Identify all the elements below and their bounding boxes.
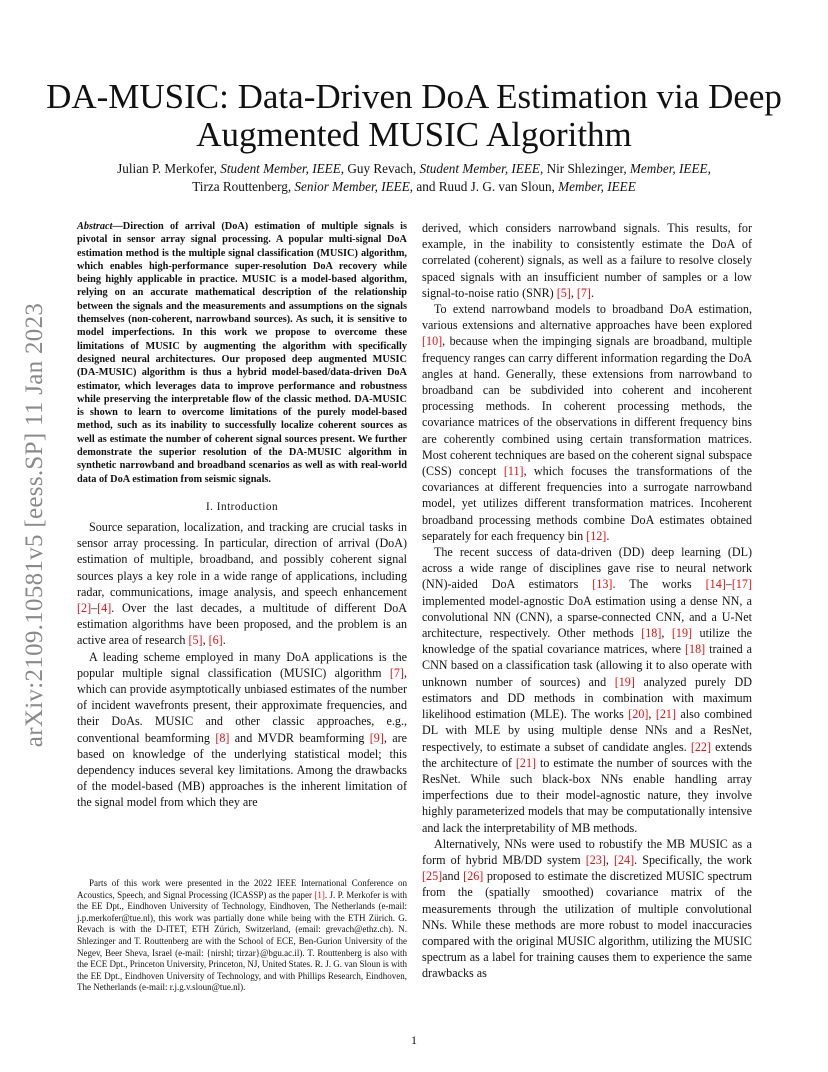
author-membership: Member, IEEE bbox=[629, 161, 708, 176]
author-membership: Member, IEEE bbox=[558, 179, 636, 194]
citation-link[interactable]: [4] bbox=[97, 600, 112, 615]
section-heading-introduction: I. Introduction bbox=[205, 500, 279, 513]
author-membership: Student Member, IEEE bbox=[419, 161, 540, 176]
citation-link[interactable]: [22] bbox=[690, 739, 711, 754]
author-name: Julian P. Merkofer, bbox=[117, 161, 221, 176]
abstract bbox=[77, 220, 407, 486]
intro-paragraph-5: Alternatively, NNs were used to robustify the MB MUSIC as a form of hybrid MB/DD system [23], [24]. Specifically, the work [25]and [26] proposed to estimate the discretized MUSIC spectrum from the (spatially smoothed) covariance matrix of the measurements through the utilization of multiple convolutional NNs. While these methods are more robust to model inaccuracies compared with the original MUSIC algorithm, utilizing the MUSIC spectrum as a label for training causes them to experience the same drawbacks as bbox=[422, 836, 752, 981]
citation-link[interactable]: [17] bbox=[731, 577, 752, 592]
citation-link[interactable]: [5] bbox=[188, 633, 203, 648]
citation-link[interactable]: [19] bbox=[614, 674, 635, 689]
citation-link[interactable]: [21] bbox=[655, 707, 676, 722]
author-name: , Nir Shlezinger, bbox=[539, 161, 630, 176]
intro-paragraph-continued: derived, which considers narrowband signals. This results, for example, in the inability to consistently estimate the DoA of correlated (coherent) signals, as well as a failure to resolve closely spaced signals with an insufficient number of samples or a low signal-to-noise ratio (SNR) [5], [7]. bbox=[422, 221, 752, 300]
citation-link[interactable]: [18] bbox=[641, 626, 662, 641]
abstract-label: Abstract bbox=[77, 221, 113, 232]
arxiv-identifier: arXiv:2109.10581v5 [eess.SP] 11 Jan 2023 bbox=[21, 302, 48, 748]
citation-link[interactable]: [2] bbox=[77, 600, 92, 615]
page-number: 1 bbox=[411, 1033, 417, 1047]
intro-paragraph-4: The recent success of data-driven (DD) deep learning (DL) across a wide range of disciplines gave rise to neural network (NN)-aided DoA estimators [13]. The works [14]–[17] implemented model-agnostic DoA estimation using a dense NN, a convolutional NN (CNN), a sparse-connected CNN, and a U-Net architecture, respectively. Other methods [18], [19] utilize the knowledge of the spatial covariance matrices, where [18] trained a CNN based on a classification task (allowing it to also operate with unknown number of sources) and [19] analyzed purely DD estimators and DD methods in combination with maximum likelihood estimation (MLE). The works [20], [21] also combined DL with MLE by using multiple dense NNs and a ResNet, respectively, to estimate a subset of candidate angles. [22] extends the architecture of [21] to estimate the number of sources with the ResNet. While such black-box NNs enable handling array imperfections due to their model-agnostic nature, they involve highly parameterized models that may be computationally intensive and lack the interpretability of MB methods. bbox=[422, 545, 753, 835]
citation-link[interactable]: [20] bbox=[628, 707, 649, 722]
left-column bbox=[77, 220, 407, 811]
citation-link[interactable]: [9] bbox=[369, 730, 384, 745]
citation-link[interactable]: [8] bbox=[215, 730, 230, 745]
intro-paragraph-2: A leading scheme employed in many DoA applications is the popular multiple signal classification (MUSIC) algorithm [7], which can provide asymptotically unbiased estimates of the number of incident wavefronts present, their approximate frequencies, and their DoAs. MUSIC and other classic approaches, e.g., conventional beamforming [8] and MVDR beamforming [9], are based on knowledge of the underlying statistical model; this dependency induces several key limitations. Among the drawbacks of the model-based (MB) approaches is the inherent limitation of the signal model from which they are bbox=[77, 649, 407, 810]
citation-link[interactable]: [21] bbox=[515, 755, 537, 770]
intro-paragraph-1: Source separation, localization, and tracking are crucial tasks in sensor array processing. In particular, direction of arrival (DoA) estimation of multiple, broadband, and possibly coherent signal sources plays a key role in a wide range of applications, including radar, communications, image analysis, and speech enhancement [2]–[4]. Over the last decades, a multitude of different DoA estimation algorithms have been proposed, and the problem is an active area of research [5], [6]. bbox=[77, 519, 407, 648]
citation-link[interactable]: [6] bbox=[208, 633, 223, 648]
author-membership: Senior Member, IEEE bbox=[294, 179, 410, 194]
author-name: , Guy Revach, bbox=[340, 161, 420, 176]
footnote: Parts of this work were presented in the 2022 IEEE International Conference on Acoustics, Speech, and Signal Processing (ICASSP) as the paper [1]. J. P. Merkofer is with the EE Dpt., Eindhoven University of Technology, Eindhoven, The Netherlands (e-mail: j.p.merkofer@tue.nl), this work was partially done while being with the ETH Zürich. G. Revach is with the D-ITET, ETH Zürich, Switzerland, (email: grevach@ethz.ch). N. Shlezinger and T. Routtenberg are with the School of ECE, Ben-Gurion University of the Negev, Beer Sheva, Israel (e-mail: {nirshl; tirzar}@bgu.ac.il). T. Routtenberg is also with the ECE Dpt., Princeton University, Princeton, NJ, United States. R. J. G. van Sloun is with the EE Dpt., Eindhoven University of Technology, and with Phillips Research, Eindhoven, The Netherlands (e-mail: r.j.g.v.sloun@tue.nl). bbox=[77, 878, 408, 993]
author-name: , and Ruud J. G. van Sloun, bbox=[409, 179, 559, 194]
citation-link[interactable]: [5] bbox=[556, 285, 571, 300]
citation-link[interactable]: [19] bbox=[671, 626, 693, 641]
citation-link[interactable]: [25] bbox=[422, 869, 443, 884]
author-separator: , bbox=[707, 161, 711, 176]
author-name: Tirza Routtenberg, bbox=[192, 179, 295, 194]
citation-link[interactable]: [7] bbox=[576, 285, 591, 300]
author-line-1 bbox=[40, 160, 788, 178]
citation-link[interactable]: [23] bbox=[585, 852, 606, 867]
citation-link[interactable]: [7] bbox=[389, 665, 404, 680]
citation-link[interactable]: [12] bbox=[586, 528, 607, 543]
citation-link[interactable]: [10] bbox=[422, 334, 443, 349]
citation-link[interactable]: [1] bbox=[314, 889, 325, 900]
arxiv-watermark bbox=[10, 285, 60, 765]
citation-link[interactable]: [24] bbox=[613, 852, 635, 867]
citation-link[interactable]: [13] bbox=[592, 577, 613, 592]
citation-link[interactable]: [14] bbox=[705, 577, 726, 592]
intro-paragraph-3: To extend narrowband models to broadband DoA estimation, various extensions and alternative approaches have been explored [10], because when the impinging signals are broadband, multiple frequency ranges can carry different information regarding the DoA angles at hand. Generally, these extensions from narrowband to broadband can be subdivided into coherent and incoherent processing methods. In coherent processing methods, the covariance matrices of the observations in different frequency bins are coherently combined using certain transformation matrices. Most coherent techniques are based on the coherent signal subspace (CSS) concept [11], which focuses the transformations of the covariances at different frequencies into a surrogate narrowband model, yet utilizes different transformation matrices. Incoherent broadband processing methods combine DoA estimates obtained separately for each frequency bin [12]. bbox=[422, 302, 752, 543]
citation-link[interactable]: [18] bbox=[685, 642, 706, 657]
author-list bbox=[40, 160, 788, 196]
right-column bbox=[422, 220, 752, 982]
author-membership: Student Member, IEEE bbox=[220, 161, 341, 176]
abstract-body: —Direction of arrival (DoA) estimation of multiple signals is pivotal in sensor array signal processing. A popular multi-signal DoA estimation method is the multiple signal classification (MUSIC) algorithm, which enables high-performance super-resolution DoA recovery while being highly applicable in practice. MUSIC is a model-based algorithm, relying on an accurate mathematical description of the relationship between the signals and the measurements and assumptions on the signals themselves (non-coherent, narrowband sources). As such, it is sensitive to model imperfections. In this work we propose to overcome these limitations of MUSIC by augmenting the algorithm with specifically designed neural architectures. Our proposed deep augmented MUSIC (DA-MUSIC) algorithm is thus a hybrid model-based/data-driven DoA estimator, which leverages data to improve performance and robustness while preserving the interpretable flow of the classic method. DA-MUSIC is shown to learn to overcome limitations of the purely model-based method, such as its inability to successfully localize coherent sources as well as estimate the number of coherent signal sources present. We further demonstrate the superior resolution of the DA-MUSIC algorithm in synthetic narrowband and broadband scenarios as well as with real-world data of DoA estimation from seismic signals. bbox=[77, 221, 407, 485]
author-line-2 bbox=[40, 178, 788, 196]
paper-title: DA-MUSIC: Data-Driven DoA Estimation via Deep Augmented MUSIC Algorithm bbox=[46, 77, 782, 154]
citation-link[interactable]: [11] bbox=[503, 464, 524, 479]
citation-link[interactable]: [26] bbox=[463, 869, 484, 884]
